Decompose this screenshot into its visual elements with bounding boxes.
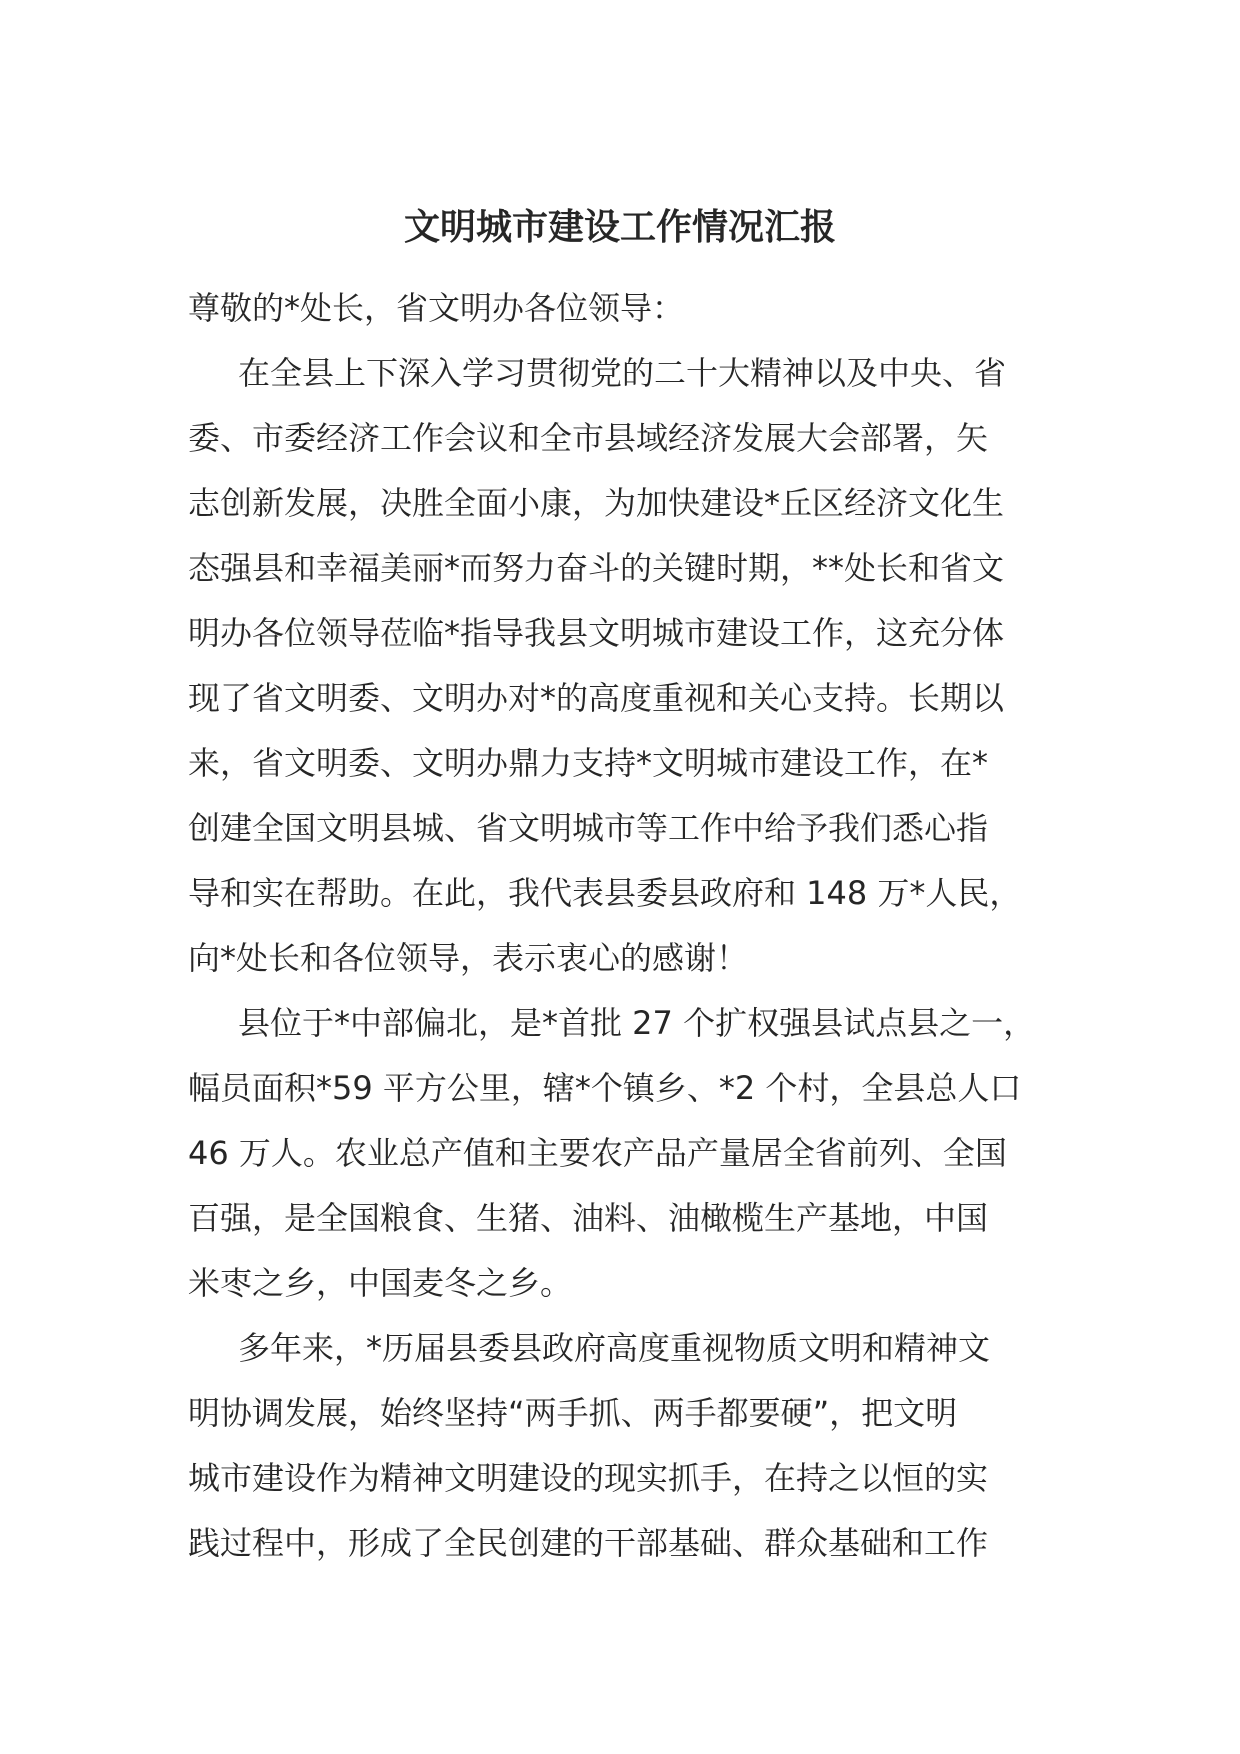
document-body [188,276,1068,1576]
paragraph-line: 百强，是全国粮食、生猪、油料、油橄榄生产基地，中国 [188,1199,989,1237]
paragraph-line: 导和实在帮助。在此，我代表县委县政府和 148 万*人民， [188,874,1022,912]
paragraph-line: 委、市委经济工作会议和全市县域经济发展大会部署，矢 [188,419,989,457]
salutation: 尊敬的*处长，省文明办各位领导： [188,289,685,327]
paragraph-line: 米枣之乡，中国麦冬之乡。 [188,1264,573,1302]
paragraph-line: 明办各位领导莅临*指导我县文明城市建设工作，这充分体 [188,614,1005,652]
paragraph-line: 现了省文明委、文明办对*的高度重视和关心支持。长期以 [188,679,1005,717]
paragraph-line: 来，省文明委、文明办鼎力支持*文明城市建设工作，在* [188,744,989,782]
paragraph-line: 态强县和幸福美丽*而努力奋斗的关键时期，**处长和省文 [188,549,1005,587]
paragraph-line: 幅员面积*59 平方公里，辖*个镇乡、*2 个村，全县总人口 [188,1069,1022,1107]
paragraph-1 [188,341,1068,991]
paragraph-line: 城市建设作为精神文明建设的现实抓手，在持之以恒的实 [188,1459,989,1497]
paragraph-line: 志创新发展，决胜全面小康，为加快建设*丘区经济文化生 [188,484,1005,522]
paragraph-line: 向*处长和各位领导，表示衷心的感谢！ [188,939,749,977]
paragraph-line: 县位于*中部偏北，是*首批 27 个扩权强县试点县之一， [238,1004,1036,1042]
paragraph-3 [188,1316,1068,1576]
paragraph-line: 在全县上下深入学习贯彻党的二十大精神以及中央、省 [238,354,1007,392]
paragraph-2 [188,991,1068,1316]
paragraph-line: 多年来，*历届县委县政府高度重视物质文明和精神文 [238,1329,991,1367]
paragraph-line: 创建全国文明县城、省文明城市等工作中给予我们悉心指 [188,809,989,847]
paragraph-line: 46 万人。农业总产值和主要农产品产量居全省前列、全国 [188,1134,1007,1172]
document-title: 文明城市建设工作情况汇报 [403,207,836,248]
paragraph-line: 明协调发展，始终坚持“两手抓、两手都要硬”，把文明 [188,1394,958,1432]
paragraph-line: 践过程中，形成了全民创建的干部基础、群众基础和工作 [188,1524,989,1562]
